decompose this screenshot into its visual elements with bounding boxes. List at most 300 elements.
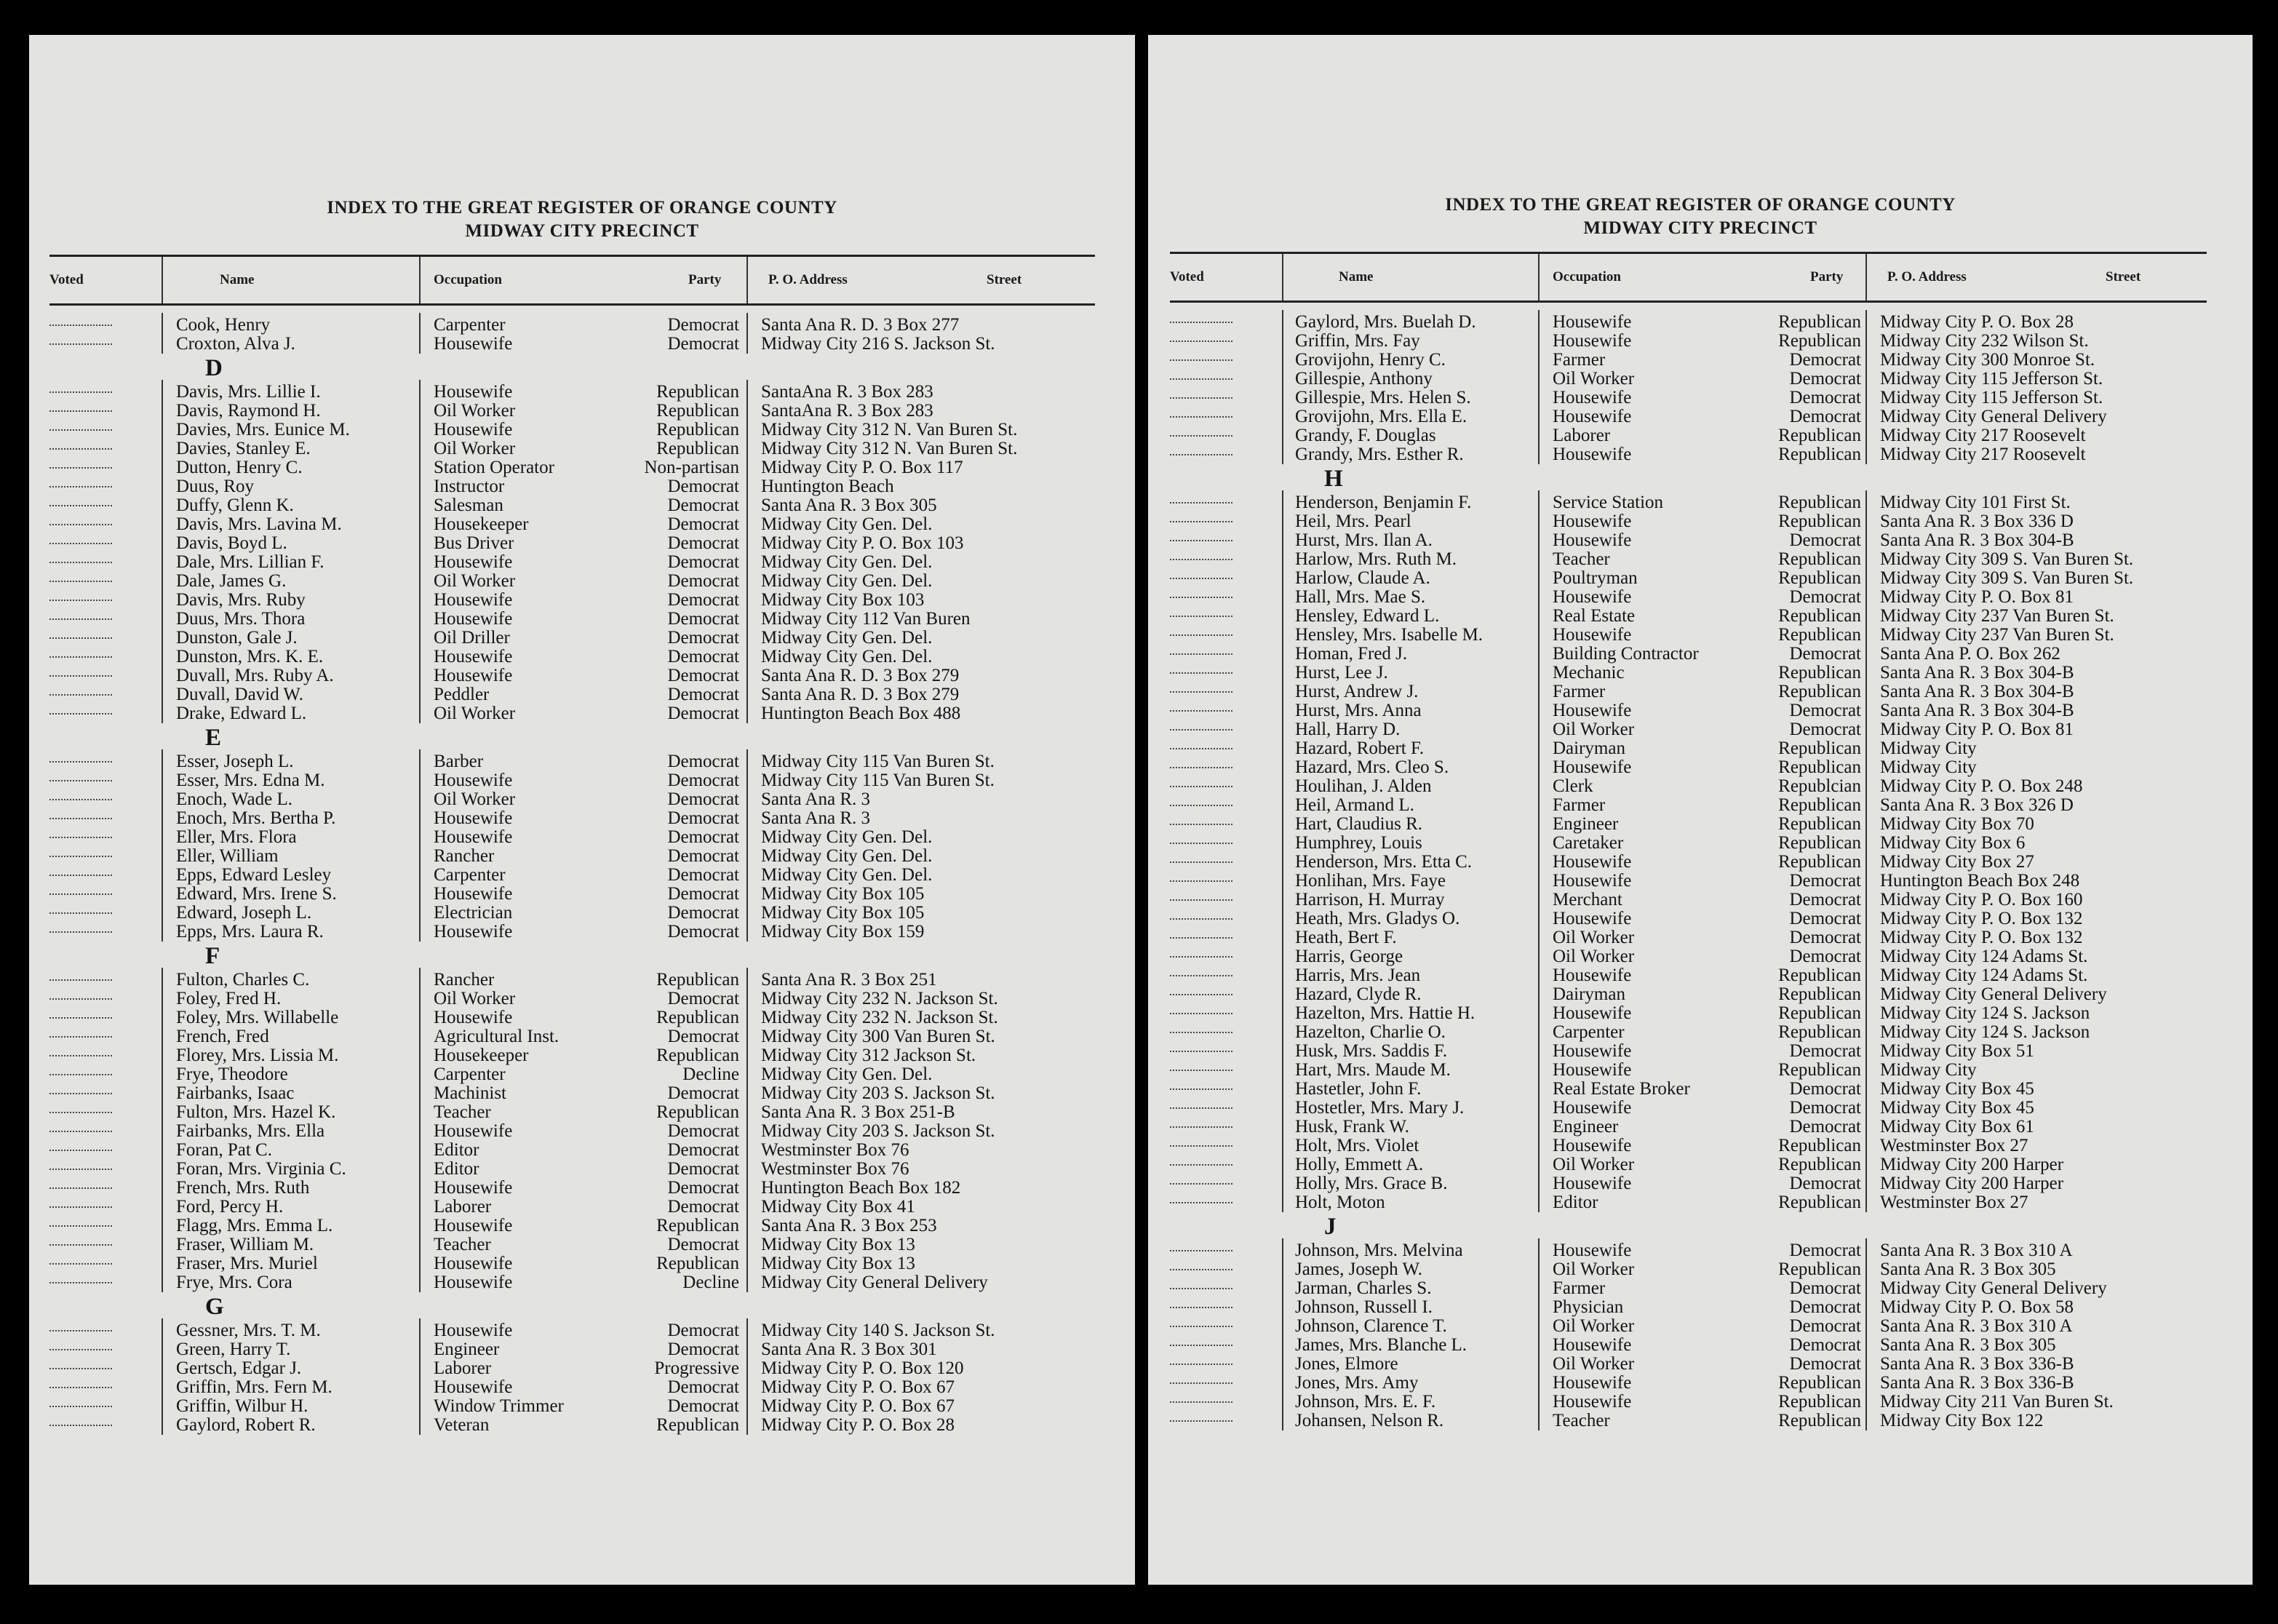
voter-party: Democrat bbox=[1789, 1079, 1861, 1099]
voter-occupation: Housewife bbox=[1553, 588, 1632, 607]
voted-blank bbox=[49, 1122, 112, 1132]
voted-blank bbox=[49, 553, 112, 563]
voter-name: Grovijohn, Mrs. Ella E. bbox=[1295, 407, 1467, 426]
voted-blank bbox=[1170, 720, 1232, 731]
voter-party: Republican bbox=[656, 1102, 739, 1122]
voter-party: Republican bbox=[1778, 1193, 1861, 1212]
voter-party: Democrat bbox=[1789, 644, 1861, 664]
header-divider bbox=[1538, 254, 1540, 300]
voter-occupation: Housewife bbox=[1553, 1336, 1632, 1355]
voter-occupation: Housewife bbox=[434, 1122, 513, 1141]
voter-occupation: Housewife bbox=[434, 610, 513, 629]
voter-occupation: Housewife bbox=[1553, 1241, 1632, 1260]
voted-blank bbox=[49, 885, 112, 895]
voter-name: Croxton, Alva J. bbox=[176, 335, 295, 354]
register-entry-row bbox=[1148, 1193, 2253, 1212]
register-entry-row bbox=[1148, 777, 2253, 796]
voter-occupation: Window Trimmer bbox=[434, 1397, 564, 1416]
voted-blank bbox=[1170, 796, 1232, 806]
column-rule bbox=[746, 749, 748, 942]
voter-party: Democrat bbox=[667, 334, 739, 354]
voter-address: Midway City P. O. Box 81 bbox=[1880, 587, 2074, 607]
voted-blank bbox=[1170, 512, 1232, 522]
voter-party: Republican bbox=[1778, 1373, 1861, 1393]
voter-party: Democrat bbox=[667, 685, 739, 704]
register-entry-row bbox=[29, 1254, 1135, 1273]
voter-name: Duus, Roy bbox=[176, 477, 254, 496]
register-entry-row bbox=[29, 1027, 1135, 1046]
voter-address: Midway City Box 105 bbox=[761, 884, 925, 904]
register-entry-row bbox=[29, 1397, 1135, 1416]
voter-occupation: Housewife bbox=[434, 1008, 513, 1027]
voter-occupation: Housewife bbox=[434, 1321, 513, 1340]
voted-blank bbox=[49, 477, 112, 487]
voter-party: Democrat bbox=[667, 1340, 739, 1359]
voter-name: Hazard, Mrs. Cleo S. bbox=[1295, 758, 1449, 777]
register-entry-row bbox=[29, 771, 1135, 790]
voter-party: Democrat bbox=[1789, 369, 1861, 389]
voted-blank bbox=[49, 1160, 112, 1170]
voted-blank bbox=[1170, 407, 1232, 418]
voter-name: Duvall, David W. bbox=[176, 685, 303, 704]
voter-name: Gaylord, Mrs. Buelah D. bbox=[1295, 313, 1476, 332]
voted-blank bbox=[49, 1198, 112, 1208]
voter-name: Griffin, Mrs. Fay bbox=[1295, 332, 1420, 351]
voter-occupation: Oil Worker bbox=[434, 704, 516, 723]
voter-address: Santa Ana R. 3 Box 304-B bbox=[1880, 682, 2074, 701]
voter-name: Johansen, Nelson R. bbox=[1295, 1412, 1444, 1430]
register-entry-row bbox=[29, 990, 1135, 1008]
name-column-header: Name bbox=[220, 272, 255, 287]
column-rule bbox=[419, 1318, 421, 1435]
section-letter: H bbox=[1324, 466, 1343, 492]
voter-name: Fraser, William M. bbox=[176, 1235, 314, 1254]
register-entry-row bbox=[29, 1046, 1135, 1065]
voter-name: Frye, Mrs. Cora bbox=[176, 1273, 292, 1292]
register-entry-row bbox=[29, 496, 1135, 515]
register-entry-row bbox=[1148, 351, 2253, 370]
voter-name: Honlihan, Mrs. Faye bbox=[1295, 872, 1446, 891]
register-entry-row bbox=[1148, 1080, 2253, 1099]
voted-blank bbox=[49, 335, 112, 345]
voter-party: Democrat bbox=[667, 1235, 739, 1254]
voted-blank bbox=[1170, 1174, 1232, 1185]
voter-occupation: Mechanic bbox=[1553, 664, 1625, 682]
voter-occupation: Farmer bbox=[1553, 682, 1606, 701]
register-entry-row bbox=[1148, 664, 2253, 682]
voter-party: Democrat bbox=[667, 1377, 739, 1397]
register-entry-row bbox=[29, 1160, 1135, 1179]
register-entry-row bbox=[1148, 1412, 2253, 1430]
voter-name: Husk, Mrs. Saddis F. bbox=[1295, 1042, 1448, 1061]
voter-occupation: Building Contractor bbox=[1553, 645, 1699, 664]
voter-party: Republican bbox=[1778, 331, 1861, 351]
occupation-column-header: Occupation bbox=[434, 272, 502, 287]
voter-occupation: Housewife bbox=[434, 591, 513, 610]
voted-blank bbox=[49, 496, 112, 506]
section-letter: D bbox=[205, 355, 223, 381]
voted-blank bbox=[1170, 1279, 1232, 1289]
voter-name: Davis, Mrs. Ruby bbox=[176, 591, 306, 610]
voter-party: Democrat bbox=[1789, 1335, 1861, 1355]
voter-party: Republican bbox=[1778, 966, 1861, 985]
voter-party: Democrat bbox=[667, 789, 739, 809]
voted-blank bbox=[1170, 891, 1232, 901]
register-entry-row bbox=[29, 335, 1135, 354]
voted-blank bbox=[1170, 664, 1232, 674]
voter-address: Midway City Box 27 bbox=[1880, 852, 2034, 872]
voted-blank bbox=[1170, 701, 1232, 712]
voter-party: Democrat bbox=[667, 315, 739, 335]
party-column-header: Party bbox=[1810, 269, 1844, 284]
voted-blank bbox=[1170, 853, 1232, 863]
voted-blank bbox=[1170, 1374, 1232, 1384]
voter-address: Midway City Gen. Del. bbox=[761, 865, 933, 885]
voter-party: Democrat bbox=[667, 989, 739, 1008]
voted-blank bbox=[49, 752, 112, 763]
column-rule bbox=[419, 313, 421, 354]
register-entry-row bbox=[1148, 1355, 2253, 1374]
voter-party: Democrat bbox=[667, 590, 739, 610]
register-entry-row bbox=[29, 1378, 1135, 1397]
voter-name: Hall, Mrs. Mae S. bbox=[1295, 588, 1426, 607]
voted-blank bbox=[1170, 1042, 1232, 1052]
register-entry-row bbox=[29, 1217, 1135, 1235]
voted-blank bbox=[1170, 493, 1232, 503]
register-entry-row bbox=[29, 477, 1135, 496]
voter-name: Gessner, Mrs. T. M. bbox=[176, 1321, 321, 1340]
register-entry-row bbox=[1148, 758, 2253, 777]
voter-occupation: Housewife bbox=[434, 923, 513, 942]
register-entry-row bbox=[29, 629, 1135, 648]
voter-address: Midway City Box 6 bbox=[1880, 833, 2026, 853]
voter-address: Midway City P. O. Box 248 bbox=[1880, 776, 2083, 796]
voter-name: Drake, Edward L. bbox=[176, 704, 307, 723]
voted-blank bbox=[49, 771, 112, 781]
voter-name: Davies, Stanley E. bbox=[176, 439, 311, 458]
voted-blank bbox=[1170, 1061, 1232, 1071]
voter-name: James, Joseph W. bbox=[1295, 1260, 1422, 1279]
voted-blank bbox=[49, 421, 112, 431]
voter-party: Republican bbox=[656, 420, 739, 439]
voted-blank bbox=[1170, 985, 1232, 995]
voter-occupation: Clerk bbox=[1553, 777, 1593, 796]
register-entry-row bbox=[1148, 445, 2253, 464]
voter-party: Decline bbox=[682, 1273, 739, 1292]
voter-name: Edward, Mrs. Irene S. bbox=[176, 885, 337, 904]
voter-name: Edward, Joseph L. bbox=[176, 904, 312, 923]
voter-party: Democrat bbox=[667, 846, 739, 866]
voter-name: Dale, Mrs. Lillian F. bbox=[176, 553, 324, 572]
voter-occupation: Carpenter bbox=[434, 1065, 506, 1084]
voter-address: Midway City 124 S. Jackson bbox=[1880, 1003, 2090, 1023]
voter-party: Republican bbox=[1778, 833, 1861, 853]
voted-blank bbox=[49, 1378, 112, 1388]
voter-party: Democrat bbox=[1789, 1316, 1861, 1336]
voted-blank bbox=[1170, 1298, 1232, 1308]
voter-party: Democrat bbox=[667, 609, 739, 629]
register-entry-row bbox=[1148, 1174, 2253, 1193]
voter-party: Republican bbox=[656, 970, 739, 990]
voter-party: Democrat bbox=[1789, 388, 1861, 407]
register-entry-row bbox=[29, 1198, 1135, 1217]
voter-name: Fulton, Mrs. Hazel K. bbox=[176, 1103, 336, 1122]
voter-address: Midway City 232 N. Jackson St. bbox=[761, 989, 998, 1008]
register-entry-row bbox=[29, 553, 1135, 572]
voter-occupation: Teacher bbox=[1553, 550, 1610, 569]
voter-address: Midway City 300 Van Buren St. bbox=[761, 1027, 995, 1046]
voter-occupation: Housewife bbox=[434, 383, 513, 402]
voter-address: Santa Ana R. 3 bbox=[761, 789, 870, 809]
voter-address: Midway City Box 45 bbox=[1880, 1079, 2034, 1099]
register-entry-row bbox=[1148, 389, 2253, 407]
voted-blank bbox=[49, 1179, 112, 1189]
voter-party: Democrat bbox=[1789, 1098, 1861, 1118]
voter-occupation: Oil Worker bbox=[1553, 370, 1635, 389]
voter-occupation: Housewife bbox=[1553, 332, 1632, 351]
register-entry-row bbox=[1148, 1336, 2253, 1355]
voter-party: Republican bbox=[1778, 1392, 1861, 1412]
register-entry-row bbox=[1148, 682, 2253, 701]
voter-party: Democrat bbox=[1789, 701, 1861, 720]
voted-blank bbox=[1170, 1336, 1232, 1346]
header-divider bbox=[746, 257, 748, 303]
voted-blank bbox=[1170, 332, 1232, 342]
voter-occupation: Housewife bbox=[434, 553, 513, 572]
voter-name: Harris, George bbox=[1295, 947, 1403, 966]
voter-occupation: Laborer bbox=[434, 1198, 492, 1217]
voted-blank bbox=[1170, 909, 1232, 920]
voter-address: Midway City Gen. Del. bbox=[761, 514, 933, 534]
voter-party: Democrat bbox=[1789, 1278, 1861, 1298]
register-entry-row bbox=[1148, 1137, 2253, 1155]
voter-name: Harlow, Mrs. Ruth M. bbox=[1295, 550, 1457, 569]
column-rule bbox=[746, 1318, 748, 1435]
voter-address: Midway City P. O. Box 120 bbox=[761, 1358, 964, 1378]
voter-address: Midway City P. O. Box 28 bbox=[761, 1415, 955, 1435]
voted-blank bbox=[49, 1340, 112, 1350]
voter-party: Democrat bbox=[1789, 1241, 1861, 1260]
voter-address: Santa Ana R. 3 bbox=[761, 808, 870, 828]
voted-blank bbox=[49, 1084, 112, 1094]
voter-party: Republican bbox=[1778, 739, 1861, 758]
voter-name: Jones, Elmore bbox=[1295, 1355, 1398, 1374]
voter-address: Westminster Box 76 bbox=[761, 1140, 909, 1160]
voter-occupation: Farmer bbox=[1553, 1279, 1606, 1298]
voted-blank bbox=[49, 1273, 112, 1283]
voter-address: Santa Ana R. 3 Box 336-B bbox=[1880, 1373, 2074, 1393]
register-entry-row bbox=[29, 1179, 1135, 1198]
register-entry-row bbox=[1148, 834, 2253, 853]
register-entry-row bbox=[29, 828, 1135, 847]
register-entry-row bbox=[29, 648, 1135, 666]
register-entry-row bbox=[29, 610, 1135, 629]
voter-address: Midway City 217 Roosevelt bbox=[1880, 445, 2086, 464]
voted-blank bbox=[1170, 1412, 1232, 1422]
voter-address: Midway City 312 N. Van Buren St. bbox=[761, 420, 1018, 439]
voter-address: Midway City 232 N. Jackson St. bbox=[761, 1008, 998, 1027]
voted-blank bbox=[1170, 1080, 1232, 1090]
voter-occupation: Housewife bbox=[434, 1378, 513, 1397]
register-entry-row bbox=[1148, 701, 2253, 720]
voter-party: Democrat bbox=[1789, 1041, 1861, 1061]
voter-occupation: Housewife bbox=[434, 1217, 513, 1235]
voter-name: Hazelton, Charlie O. bbox=[1295, 1023, 1446, 1042]
voter-address: Midway City P. O. Box 58 bbox=[1880, 1297, 2074, 1317]
voted-blank bbox=[1170, 1193, 1232, 1203]
voter-address: Midway City Box 61 bbox=[1880, 1117, 2034, 1137]
voter-occupation: Housewife bbox=[1553, 445, 1632, 464]
register-entry-row bbox=[1148, 720, 2253, 739]
voter-occupation: Oil Worker bbox=[1553, 1355, 1635, 1374]
voter-party: Republican bbox=[1778, 493, 1861, 512]
page-subtitle: MIDWAY CITY PRECINCT bbox=[1583, 218, 1817, 238]
voter-occupation: Housekeeper bbox=[434, 515, 529, 534]
name-column-header: Name bbox=[1339, 269, 1374, 284]
register-entry-row bbox=[29, 439, 1135, 458]
voter-party: Democrat bbox=[667, 1321, 739, 1340]
voted-blank bbox=[49, 610, 112, 620]
voter-name: Fairbanks, Isaac bbox=[176, 1084, 295, 1103]
section-letter: E bbox=[205, 725, 222, 751]
register-entry-row bbox=[1148, 1004, 2253, 1023]
voter-address: Midway City General Delivery bbox=[1880, 984, 2107, 1004]
voted-blank bbox=[1170, 872, 1232, 882]
voter-name: Epps, Edward Lesley bbox=[176, 866, 332, 885]
voter-party: Republican bbox=[1778, 549, 1861, 569]
register-entry-row bbox=[29, 1340, 1135, 1359]
voter-address: Midway City General Delivery bbox=[1880, 1278, 2107, 1298]
register-entry-row bbox=[1148, 872, 2253, 891]
voter-address: Midway City 115 Van Buren St. bbox=[761, 771, 995, 790]
register-entry-row bbox=[1148, 853, 2253, 872]
voter-party: Democrat bbox=[1789, 1354, 1861, 1374]
voter-occupation: Real Estate Broker bbox=[1553, 1080, 1690, 1099]
voted-blank bbox=[1170, 313, 1232, 323]
voter-address: Midway City Box 13 bbox=[761, 1235, 915, 1254]
voter-name: Davis, Raymond H. bbox=[176, 402, 321, 421]
column-rule bbox=[1865, 490, 1867, 1212]
voter-party: Democrat bbox=[1789, 587, 1861, 607]
voter-occupation: Housewife bbox=[1553, 1061, 1632, 1080]
voter-occupation: Physician bbox=[1553, 1298, 1624, 1317]
voter-party: Democrat bbox=[1789, 928, 1861, 947]
register-entry-row bbox=[1148, 985, 2253, 1004]
page-subtitle: MIDWAY CITY PRECINCT bbox=[465, 221, 699, 241]
voter-address: Midway City Box 70 bbox=[1880, 814, 2034, 834]
voter-address: Westminster Box 27 bbox=[1880, 1193, 2028, 1212]
voted-blank bbox=[1170, 626, 1232, 636]
column-rule bbox=[1865, 310, 1867, 464]
register-entry-row bbox=[1148, 569, 2253, 588]
voted-blank bbox=[49, 923, 112, 933]
voter-address: Santa Ana R. 3 Box 336 D bbox=[1880, 512, 2074, 531]
voted-blank bbox=[49, 790, 112, 800]
voted-blank bbox=[1170, 928, 1232, 939]
voter-address: Midway City 237 Van Buren St. bbox=[1880, 606, 2114, 626]
voted-blank bbox=[49, 828, 112, 838]
register-entry-row bbox=[29, 866, 1135, 885]
voter-party: Republican bbox=[1778, 814, 1861, 834]
voter-name: Johnson, Clarence T. bbox=[1295, 1317, 1447, 1336]
voter-party: Republican bbox=[1778, 984, 1861, 1004]
voted-blank bbox=[49, 704, 112, 715]
register-entry-row bbox=[1148, 493, 2253, 512]
voter-party: Democrat bbox=[1789, 1174, 1861, 1193]
voter-address: Midway City 216 S. Jackson St. bbox=[761, 334, 995, 354]
voter-party: Democrat bbox=[667, 1197, 739, 1217]
voter-address: Santa Ana R. 3 Box 301 bbox=[761, 1340, 937, 1359]
voter-name: Heath, Bert F. bbox=[1295, 928, 1397, 947]
voted-blank bbox=[1170, 1137, 1232, 1147]
voter-party: Democrat bbox=[1789, 871, 1861, 891]
voter-address: Santa Ana R. D. 3 Box 279 bbox=[761, 685, 960, 704]
voter-address: Midway City 203 S. Jackson St. bbox=[761, 1083, 995, 1103]
voter-name: Johnson, Mrs. E. F. bbox=[1295, 1393, 1436, 1412]
voted-blank bbox=[1170, 1393, 1232, 1403]
voter-name: Johnson, Mrs. Melvina bbox=[1295, 1241, 1463, 1260]
voter-occupation: Housewife bbox=[1553, 1004, 1632, 1023]
register-entry-row bbox=[29, 1416, 1135, 1435]
voter-party: Republican bbox=[1778, 568, 1861, 588]
voted-blank bbox=[1170, 445, 1232, 455]
voter-name: Hurst, Lee J. bbox=[1295, 664, 1388, 682]
voter-occupation: Housewife bbox=[434, 809, 513, 828]
column-rule bbox=[1282, 490, 1283, 1212]
voter-party: Democrat bbox=[667, 514, 739, 534]
voter-address: Midway City Box 45 bbox=[1880, 1098, 2034, 1118]
voted-blank bbox=[49, 648, 112, 658]
voted-blank bbox=[49, 666, 112, 677]
voter-address: Midway City P. O. Box 103 bbox=[761, 533, 964, 553]
voter-occupation: Housewife bbox=[1553, 1374, 1632, 1393]
register-entry-row bbox=[1148, 332, 2253, 351]
register-entry-row bbox=[29, 572, 1135, 591]
occupation-column-header: Occupation bbox=[1553, 269, 1621, 284]
voted-blank bbox=[1170, 1023, 1232, 1033]
voter-name: Gillespie, Anthony bbox=[1295, 370, 1433, 389]
voter-name: Enoch, Wade L. bbox=[176, 790, 292, 809]
voted-blank bbox=[49, 1416, 112, 1426]
voted-blank bbox=[1170, 389, 1232, 399]
voter-party: Republican bbox=[1778, 1060, 1861, 1080]
voter-address: Santa Ana R. 3 Box 304-B bbox=[1880, 701, 2074, 720]
voter-party: Democrat bbox=[667, 1396, 739, 1416]
voter-party: Democrat bbox=[667, 752, 739, 771]
voter-address: Westminster Box 27 bbox=[1880, 1136, 2028, 1155]
register-entry-row bbox=[1148, 645, 2253, 664]
voter-address: Midway City P. O. Box 28 bbox=[1880, 312, 2074, 332]
voter-address: Midway City 124 S. Jackson bbox=[1880, 1022, 2090, 1042]
voter-occupation: Teacher bbox=[1553, 1412, 1610, 1430]
voter-occupation: Housewife bbox=[1553, 1137, 1632, 1155]
voter-occupation: Caretaker bbox=[1553, 834, 1624, 853]
voter-address: Midway City 124 Adams St. bbox=[1880, 947, 2088, 966]
voter-address: Midway City 200 Harper bbox=[1880, 1155, 2064, 1174]
voter-occupation: Laborer bbox=[434, 1359, 492, 1378]
voter-occupation: Merchant bbox=[1553, 891, 1622, 909]
voter-address: Midway City 112 Van Buren bbox=[761, 609, 971, 629]
voter-name: Florey, Mrs. Lissia M. bbox=[176, 1046, 339, 1065]
voter-party: Republican bbox=[1778, 606, 1861, 626]
voter-party: Republican bbox=[656, 1216, 739, 1235]
voter-address: Midway City 115 Jefferson St. bbox=[1880, 369, 2103, 389]
voter-occupation: Housewife bbox=[434, 666, 513, 685]
voter-party: Democrat bbox=[667, 903, 739, 923]
voter-occupation: Oil Worker bbox=[434, 990, 516, 1008]
register-entry-row bbox=[29, 904, 1135, 923]
voted-blank bbox=[49, 1321, 112, 1332]
